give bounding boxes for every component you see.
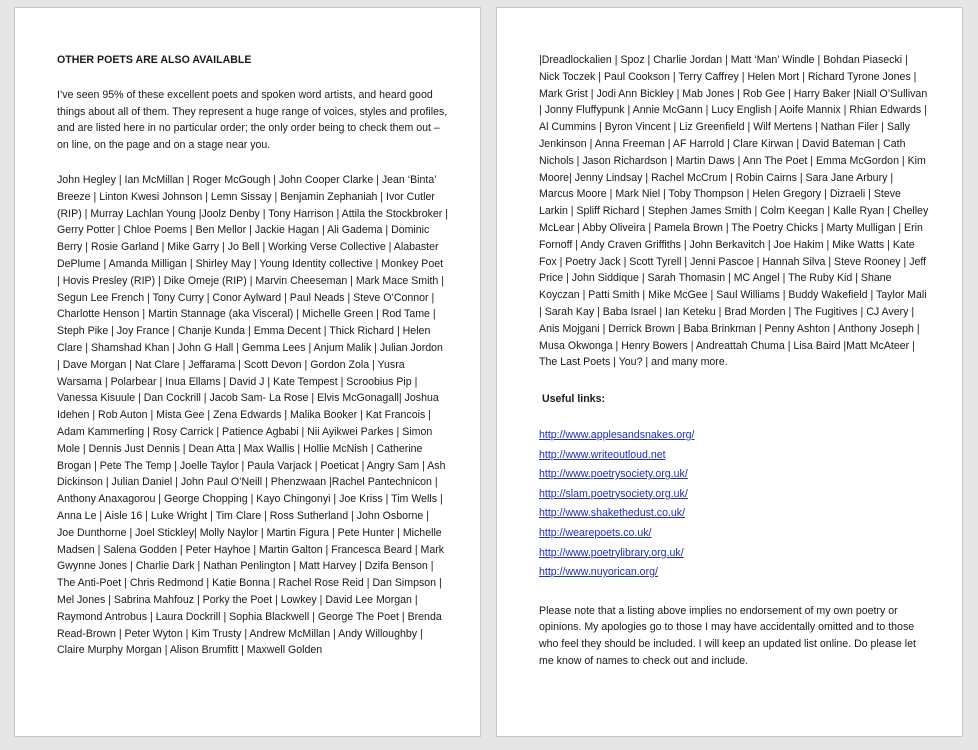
poets-list-left: John Hegley | Ian McMillan | Roger McGough | John Cooper Clarke | Jean ‘Binta’ Breeze | Linton Kwesi Johnson | Lemn Sissay | Benjamin Zephaniah | Ivor Cutler (RIP) | Murray Lachlan Young |Joolz Denby | Tony Harrison | Attila the Stockbroker | Gerry Potter | Chloe Poems | Ben Mellor | Jackie Hagan | Ali Gadema | Dominic Berry | Rosie Garland | Mike Garry | Jo Bell | Working Verse Collective | Alabaster DePlume | Amanda Milligan | Shirley May | Young Identity collective | Monkey Poet | Hovis Presley (RIP) | Dike Omeje (RIP) | Marvin Cheeseman | Mark Mace Smith | Segun Lee French | Tony Curry | Conor Aylward | Paul Neads | Steve O’Connor | Charlotte Henson | Martin Stannage (aka Visceral) | Michelle Green | Rod Tame | Steph Pike | Joy France | Chanje Kunda | Emma Decent | Thick Richard | Helen Clare | Shamshad Khan | John G Hall | Gemma Lees | Anjum Malik | Julian Jordon | Dave Morgan | Nat Clare | Jeffarama | Scott Devon | Gordon Zola | Yusra Warsama | Polarbear | Inua Ellams | David J | Kate Tempest | Scroobius Pip | Vanessa Kisuule | Dan Cockrill | Jacob Sam- La Rose | Elvis McGonagall| Joshua Idehen | Rob Auton | Mista Gee | Zena Edwards | Malika Booker | Kat Francois | Adam Kammerling | Rosy Carrick | Patience Agbabi | Nii Ayikwei Parkes | Simon Mole | Dennis Just Dennis | Dean Atta | Max Wallis | Hollie McNish | Catherine Brogan | Pete The Temp | Joelle Taylor | Paula Varjack | Poeticat | Angry Sam | Ash Dickinson | Julian Daniel | John Paul O’Neill | Phenzwaan |Rachel Pantechnicon | Anthony Anaxagorou | George Chopping | Kayo Chingonyi | Joe Kriss | Tim Wells | Anna Le | Aisle 16 | Luke Wright | Tim Clare | Ross Sutherland | John Osborne | Joe Dunthorne | Joel Stickley| Molly Naylor | Martin Figura | Pete Hunter | Michelle Madsen | Salena Godden | Peter Hayhoe | Martin Galton | Francesca Beard | Mark Gwynne Jones | Charlie Dark | Nathan Penlington | Matt Harvey | Dzifa Benson | The Anti-Poet | Chris Redmond | Katie Bonna | Rachel Rose Reid | Dan Simpson | Mel Jones | Sabrina Mahfouz | Porky the Poet | Lowkey | David Lee Morgan | Raymond Antrobus | Laura Dockrill | Sophia Blackwell | George The Poet | Brenda Read-Brown | Peter Wyton | Kim Trusty | Andrew McMillan | Andy Willoughby | Claire Murphy Morgan | Alison Brumfitt | Maxwell Golden	[57, 173, 449, 657]
link-shakethedust[interactable]: http://www.shakethedust.co.uk/	[539, 507, 686, 520]
link-nuyorican[interactable]: http://www.nuyorican.org/	[539, 566, 658, 579]
link-item	[539, 524, 930, 544]
intro-paragraph: I’ve seen 95% of these excellent poets and spoken word artists, and heard good things about all of them. They represent a huge range of voices, styles and profiles, and are listed here in no particular order; the only order being to check them out – on line, on the page and on a stage near you.	[57, 88, 448, 152]
link-item	[539, 465, 930, 485]
page-right	[496, 7, 963, 737]
link-wearepoets[interactable]: http://wearepoets.co.uk/	[539, 526, 652, 539]
link-writeoutloud[interactable]: http://www.writeoutloud.net	[539, 448, 666, 461]
page-left	[14, 7, 481, 737]
useful-links-list	[539, 426, 930, 583]
page-heading: OTHER POETS ARE ALSO AVAILABLE	[57, 54, 252, 66]
poets-list-right: |Dreadlockalien | Spoz | Charlie Jordan | Matt ‘Man’ Windle | Bohdan Piasecki | Nick Toczek | Paul Cookson | Terry Caffrey | Helen Mort | Richard Tyrone Jones | Mark Grist | Jodi Ann Bickley | Mab Jones | Rob Gee | Harry Baker |Niall O’Sullivan | Jonny Fluffypunk | Annie McGann | Lucy English | Aoife Mannix | Rhian Edwards | Al Cummins | Byron Vincent | Liz Greenfield | Wilf Mertens | Nathan Filer | Sally Jenkinson | Anna Freeman | AF Harrold | Clare Kirwan | David Bateman | Cath Nichols | Jason Richardson | Martin Daws | Ann The Poet | Emma McGordon | Kim Moore| Jenny Lindsay | Rachel McCrum | Robin Cairns | Sara Jane Arbury | Marcus Moore | Mark Niel | Toby Thompson | Helen Gregory | Dizraeli | Steve Larkin | Spliff Richard | Stephen James Smith | Colm Keegan | Kalle Ryan | Chelley McLear | Abby Oliveira | Pamela Brown | The Poetry Chicks | Marty Mulligan | Erin Fornoff | Andy Craven Griffiths | John Berkavitch | Joe Hakim | Mike Watts | Kate Fox | Poetry Jack | Scott Tyrell | Jenni Pascoe | Hannah Silva | Steve Rooney | Jeff Price | John Siddique | Sarah Thomasin | MC Angel | The Ruby Kid | Shane Koyczan | Patti Smith | Mike McGee | Saul Williams | Buddy Wakefield | Taylor Mali | Sarah Kay | Baba Israel | Ian Keteku | Brad Morden | The Fugitives | CJ Avery | Anis Mojgani | Derrick Brown | Baba Brinkman | Penny Ashton | Anthony Joseph | Musa Okwonga | Henry Bowers | Andreattah Chuma | Lisa Baird |Matt McAteer | The Last Poets | You? | and many more.	[539, 54, 929, 369]
link-item	[539, 544, 930, 564]
link-poetrysociety[interactable]: http://www.poetrysociety.org.uk/	[539, 468, 688, 481]
link-applesandsnakes[interactable]: http://www.applesandsnakes.org/	[539, 428, 695, 441]
link-poetrylibrary[interactable]: http://www.poetrylibrary.org.uk/	[539, 546, 684, 559]
link-item	[539, 485, 930, 505]
link-item	[539, 504, 930, 524]
useful-links-heading: Useful links:	[542, 393, 605, 406]
link-item	[539, 426, 930, 446]
disclaimer-note: Please note that a listing above implies no endorsement of my own poetry or opinions. My apologies go to those I may have accidentally omitted and to those who feel they should be included. I will keep an updated list online. Do please let me know of names to check out and include.	[539, 604, 916, 668]
link-slam-poetrysociety[interactable]: http://slam.poetrysociety.org.uk/	[539, 487, 688, 500]
link-item	[539, 563, 930, 583]
link-item	[539, 446, 930, 466]
